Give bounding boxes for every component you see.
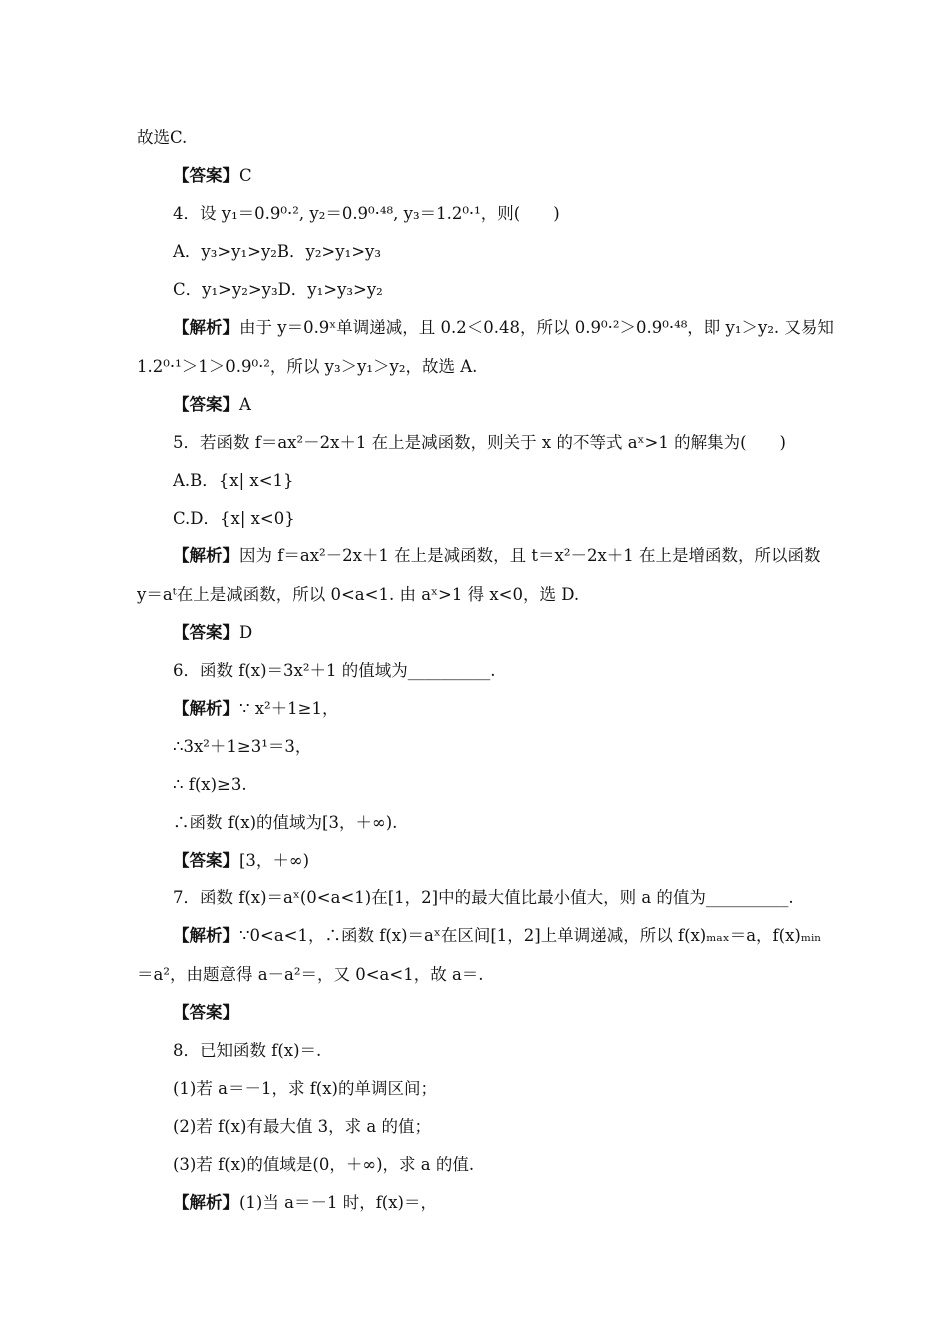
text-line-l26 — [0, 1079, 950, 1099]
text-line-l06 — [0, 318, 950, 338]
line-text: C — [239, 166, 252, 185]
text-line-l09 — [0, 433, 950, 453]
line-text: A．y₃>y₁>y₂B．y₂>y₁>y₃ — [173, 242, 381, 261]
text-line-l04 — [0, 242, 950, 262]
section-label: 【答案】 — [173, 1003, 239, 1022]
text-line-l21 — [0, 888, 950, 908]
text-line-l03 — [0, 204, 950, 224]
line-text: ∴3x²＋1≥3¹＝3， — [173, 737, 312, 756]
line-text: 8．已知函数 f(x)＝. — [173, 1041, 322, 1060]
section-label: 【解析】 — [173, 546, 239, 565]
line-text: 7．函数 f(x)＝aˣ(0<a<1)在[1，2]中的最大值比最小值大，则 a 的值为__________. — [173, 888, 794, 907]
line-text: ∴ f(x)≥3. — [173, 775, 247, 794]
text-line-l22 — [0, 926, 950, 946]
line-text: (1)当 a＝－1 时，f(x)＝， — [239, 1193, 437, 1212]
section-label: 【解析】 — [173, 926, 239, 945]
text-line-l02 — [0, 166, 950, 186]
text-line-l10 — [0, 471, 950, 491]
text-line-l11 — [0, 509, 950, 529]
text-line-l25 — [0, 1041, 950, 1061]
text-line-l08 — [0, 395, 950, 415]
section-label: 【解析】 — [173, 318, 239, 337]
line-text: (3)若 f(x)的值域是(0，＋∞)，求 a 的值. — [173, 1155, 475, 1174]
line-text: 5．若函数 f＝ax²－2x＋1 在上是减函数，则关于 x 的不等式 aˣ>1 的解集为( ) — [173, 433, 786, 452]
line-text: C.D．{x| x<0} — [173, 509, 295, 528]
text-line-l27 — [0, 1117, 950, 1137]
text-line-l05 — [0, 280, 950, 300]
line-text: (2)若 f(x)有最大值 3，求 a 的值； — [173, 1117, 431, 1136]
text-line-l29 — [0, 1193, 950, 1213]
section-label: 【答案】 — [173, 623, 239, 642]
line-text: ∵0<a<1，∴函数 f(x)＝aˣ在区间[1，2]上单调递减，所以 f(x)ₘₐₓ＝a，f(x)ₘᵢₙ — [239, 926, 822, 945]
section-label: 【答案】 — [173, 851, 239, 870]
text-line-l19 — [0, 813, 950, 833]
line-text: 故选C. — [137, 128, 188, 147]
section-label: 【答案】 — [173, 166, 239, 185]
text-line-l01 — [0, 128, 950, 148]
text-line-l12 — [0, 546, 950, 566]
line-text: D — [239, 623, 253, 642]
text-line-l13 — [0, 585, 950, 605]
section-label: 【解析】 — [173, 1193, 239, 1212]
line-text: C．y₁>y₂>y₃D．y₁>y₃>y₂ — [173, 280, 383, 299]
text-line-l07 — [0, 357, 950, 377]
text-line-l18 — [0, 775, 950, 795]
text-line-l16 — [0, 699, 950, 719]
text-line-l17 — [0, 737, 950, 757]
line-text: 4．设 y₁＝0.9⁰·², y₂＝0.9⁰·⁴⁸, y₃＝1.2⁰·¹，则( ) — [173, 204, 560, 223]
line-text: A.B．{x| x<1} — [173, 471, 294, 490]
text-line-l24 — [0, 1003, 950, 1023]
line-text: y＝aᵗ在上是减函数，所以 0<a<1. 由 aˣ>1 得 x<0，选 D. — [137, 585, 580, 604]
text-line-l15 — [0, 661, 950, 681]
line-text: ＝a²，由题意得 a－a²＝，又 0<a<1，故 a＝. — [137, 965, 484, 984]
line-text: 因为 f＝ax²－2x＋1 在上是减函数，且 t＝x²－2x＋1 在上是增函数，所以函数 — [239, 546, 821, 565]
section-label: 【解析】 — [173, 699, 239, 718]
section-label: 【答案】 — [173, 395, 239, 414]
text-line-l14 — [0, 623, 950, 643]
line-text: [3，＋∞) — [239, 851, 310, 870]
line-text: A — [239, 395, 251, 414]
line-text: ∵ x²＋1≥1， — [239, 699, 339, 718]
line-text: ∴函数 f(x)的值域为[3，＋∞). — [173, 813, 398, 832]
text-line-l20 — [0, 851, 950, 871]
text-line-l23 — [0, 965, 950, 985]
line-text: (1)若 a＝－1，求 f(x)的单调区间； — [173, 1079, 437, 1098]
text-line-l28 — [0, 1155, 950, 1175]
line-text: 由于 y＝0.9ˣ单调递减，且 0.2＜0.48，所以 0.9⁰·²＞0.9⁰·⁴⁸，即 y₁＞y₂. 又易知 — [239, 318, 834, 337]
line-text: 6．函数 f(x)＝3x²＋1 的值域为__________. — [173, 661, 496, 680]
line-text: 1.2⁰·¹＞1＞0.9⁰·²，所以 y₃＞y₁＞y₂，故选 A. — [137, 357, 478, 376]
